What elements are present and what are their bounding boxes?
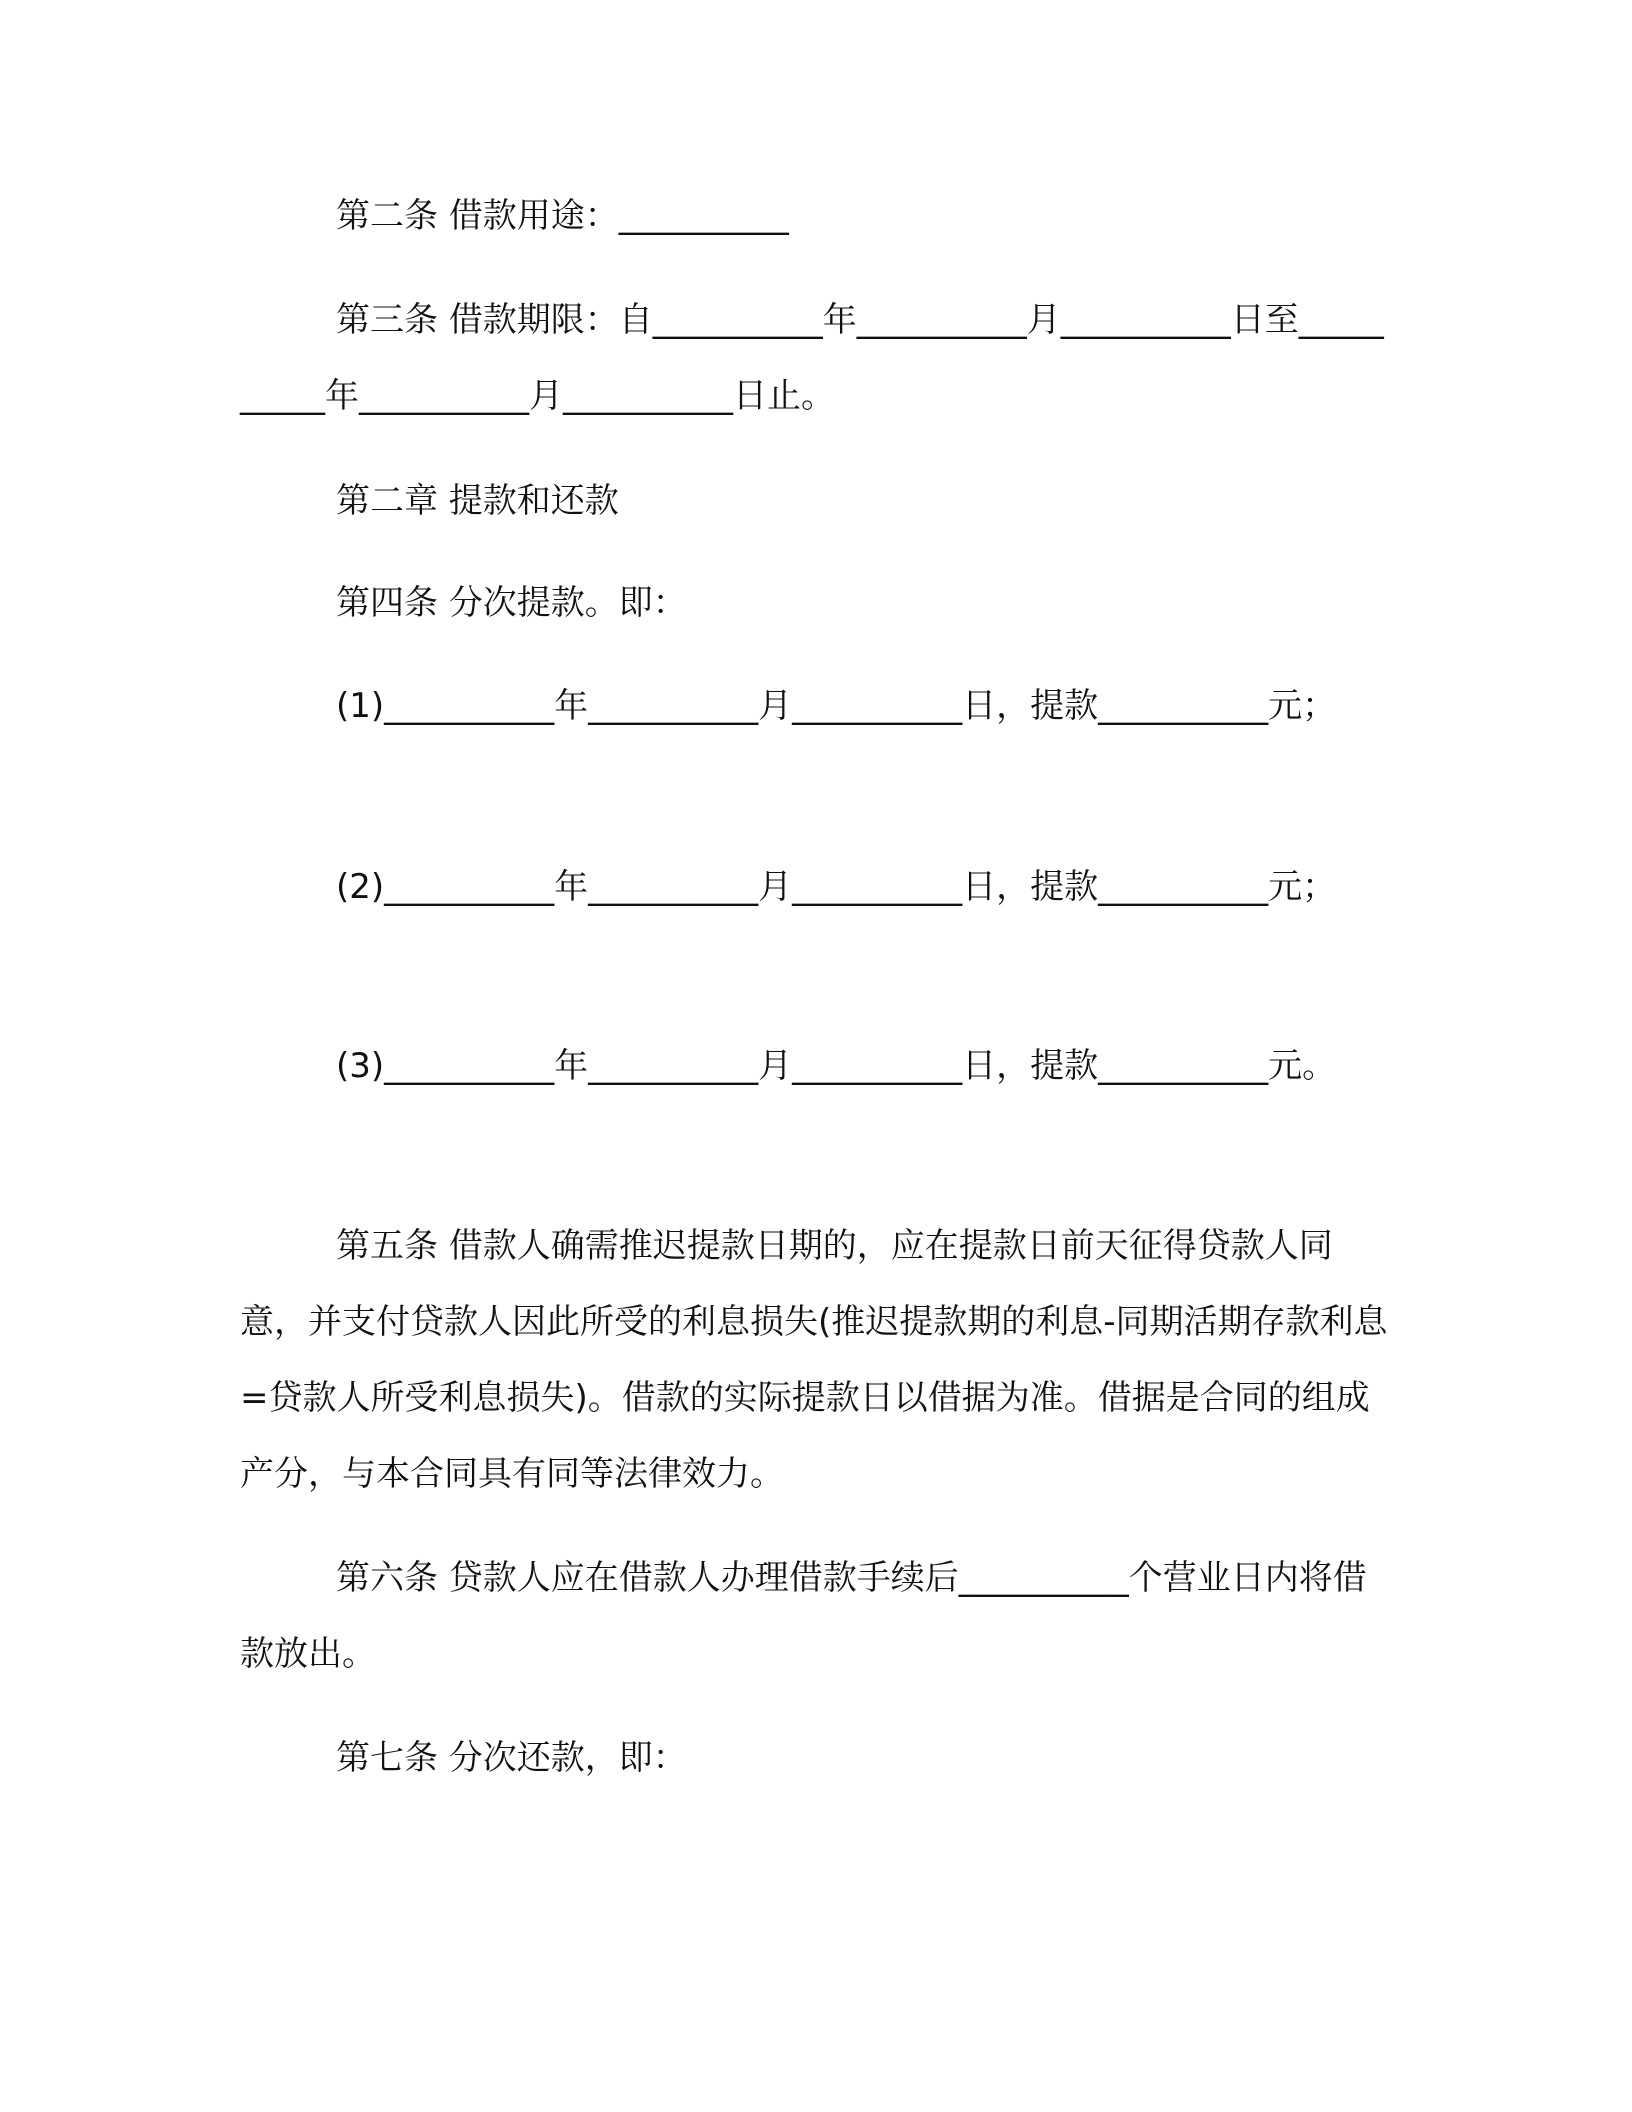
chapter-2-heading: 第二章 提款和还款 (336, 481, 619, 521)
article-7-repayment: 第七条 分次还款，即： (336, 1738, 687, 1778)
article-4-drawdown: 第四条 分次提款。即： (336, 583, 687, 623)
drawdown-item-1: (1)__________年__________月__________日，提款__________元； (336, 686, 1337, 726)
article-6-disbursement: 第六条 贷款人应在借款人办理借款手续后__________个营业日内将借款放出。 (240, 1558, 1367, 1674)
article-2-loan-purpose: 第二条 借款用途：__________ (336, 196, 789, 236)
drawdown-item-3: (3)__________年__________月__________日，提款__________元。 (336, 1046, 1337, 1086)
drawdown-item-2: (2)__________年__________月__________日，提款__________元； (336, 867, 1337, 907)
article-5-deferred-drawdown: 第五条 借款人确需推迟提款日期的，应在提款日前天征得贷款人同意，并支付贷款人因此所受的利息损失(推迟提款期的利息-同期活期存款利息=贷款人所受利息损失)。借款的实际提款日以借据为准。借据是合同的组成产分，与本合同具有同等法律效力。 (240, 1226, 1388, 1494)
article-3-loan-term: 第三条 借款期限：自__________年__________月__________日至__________年__________月__________日止。 (240, 300, 1384, 416)
